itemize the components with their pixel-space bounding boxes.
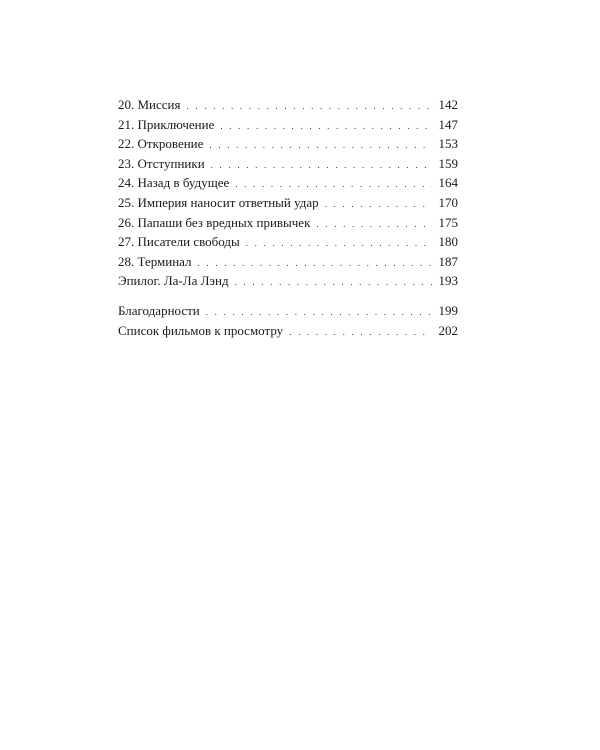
toc-entry-page: 193 [438,273,458,289]
toc-entry-title: Эпилог. Ла-Ла Лэнд [118,273,229,289]
toc-entry-page: 159 [438,155,458,171]
toc-entry-title: 20. Миссия [118,97,181,112]
toc-entry [118,135,458,155]
toc-entry-title: 27. Писатели свободы [118,234,240,250]
toc-entry-page: 175 [438,214,458,230]
toc-entry-title: Благодарности [118,302,200,318]
dot-leader [235,176,432,194]
toc-entry [118,194,458,214]
toc-entry-title: 21. Приключение [118,116,215,132]
dot-leader [187,98,433,116]
toc-entry-page: 164 [438,175,458,191]
toc-entry-page: 187 [438,253,458,269]
dot-leader [211,157,432,175]
toc-entry [118,116,458,136]
dot-leader [235,274,432,292]
toc-entry-page: 170 [438,194,458,210]
toc-entry-title: 23. Отступники [118,155,205,171]
dot-leader [209,137,432,155]
toc-entry [118,155,458,175]
toc-entry-page: 147 [438,116,458,132]
toc-entry-title: 22. Откровение [118,136,204,152]
dot-leader [316,216,432,234]
dot-leader [220,118,432,136]
dot-leader [198,255,432,273]
table-of-contents [118,96,458,341]
toc-entry-page: 180 [438,234,458,250]
dot-leader [246,235,432,253]
toc-entry-title: 28. Терминал [118,253,192,269]
toc-entry [118,322,458,342]
toc-back-matter [118,302,458,341]
toc-entry-page: 202 [438,322,458,338]
toc-entry [118,214,458,234]
toc-entry-page: 199 [438,302,458,318]
toc-chapters [118,96,458,292]
toc-entry [118,233,458,253]
toc-entry [118,272,458,292]
dot-leader [206,304,432,322]
toc-entry-page: 153 [438,136,458,152]
toc-entry [118,253,458,273]
dot-leader [325,196,432,214]
toc-entry-title: 25. Империя наносит ответный удар [118,194,319,210]
toc-entry-title: Список фильмов к просмотру [118,322,284,338]
toc-entry-title: 26. Папаши без вредных привычек [118,214,311,230]
toc-entry-title: 24. Назад в будущее [118,175,230,191]
toc-entry-page: 142 [438,97,458,112]
toc-entry [118,302,458,322]
toc-entry [118,96,458,116]
toc-entry [118,174,458,194]
dot-leader [289,324,432,342]
